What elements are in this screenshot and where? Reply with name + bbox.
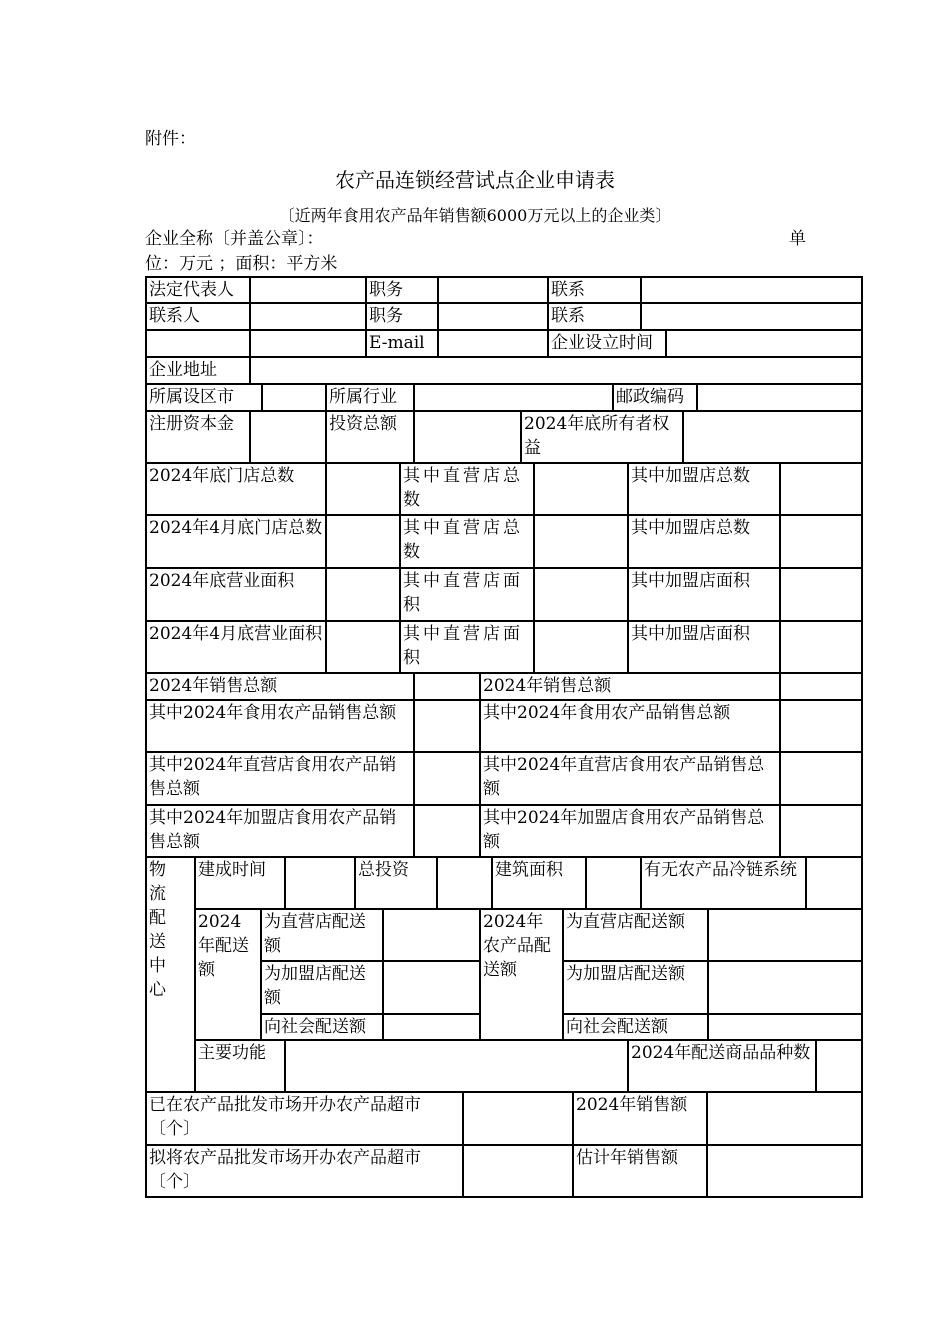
input-total-sales-2024-2[interactable]	[780, 673, 862, 700]
label-est-annual-sales: 估计年销售额	[573, 1145, 707, 1197]
attachment-label: 附件：	[145, 129, 196, 149]
input-direct-stores-1[interactable]	[534, 463, 628, 515]
label-total-sales-2024-1: 2024年销售总额	[146, 673, 414, 700]
input-contact-1[interactable]	[641, 277, 862, 303]
input-area-end-2024[interactable]	[326, 568, 400, 621]
input-established-time[interactable]	[666, 330, 862, 357]
input-position-2[interactable]	[438, 303, 548, 330]
label-email: E-mail	[366, 330, 438, 357]
input-building-area[interactable]	[586, 857, 641, 909]
label-main-functions: 主要功能	[195, 1040, 285, 1092]
input-position-1[interactable]	[438, 277, 548, 303]
label-franchise-food-sales-1: 其中2024年加盟店食用农产品销售总额	[146, 805, 414, 857]
label-industry: 所属行业	[326, 384, 414, 411]
input-franchise-stores-2[interactable]	[780, 515, 862, 568]
label-area-end-2024: 2024年底营业面积	[146, 568, 326, 621]
label-legal-rep: 法定代表人	[146, 277, 250, 303]
input-franchise-food-sales-1[interactable]	[414, 805, 480, 857]
label-logistics-center: 物流配送中心	[146, 857, 195, 1092]
blank-cell[interactable]	[146, 330, 250, 357]
input-contact-2[interactable]	[641, 303, 862, 330]
label-build-time: 建成时间	[195, 857, 285, 909]
label-contact-person: 联系人	[146, 303, 250, 330]
label-address: 企业地址	[146, 357, 250, 384]
label-contact-1: 联系	[548, 277, 641, 303]
input-to-direct-1[interactable]	[383, 909, 480, 961]
input-direct-area-1[interactable]	[534, 568, 628, 621]
page-title: 农产品连锁经营试点企业申请表	[335, 168, 615, 192]
input-legal-rep[interactable]	[250, 277, 366, 303]
label-established-time: 企业设立时间	[548, 330, 666, 357]
label-city: 所属设区市	[146, 384, 262, 411]
label-total-invest-short: 总投资	[355, 857, 437, 909]
input-to-franchise-2[interactable]	[708, 961, 862, 1014]
input-main-functions[interactable]	[285, 1040, 628, 1092]
label-franchise-stores-1: 其中加盟店总数	[628, 463, 780, 515]
input-food-sales-2024-1[interactable]	[414, 700, 480, 752]
label-franchise-stores-2: 其中加盟店总数	[628, 515, 780, 568]
label-direct-stores-1: 其中直营店总数	[400, 463, 534, 515]
input-total-invest-short[interactable]	[437, 857, 492, 909]
label-sales-2024: 2024年销售额	[573, 1092, 707, 1145]
label-to-society-2: 向社会配送额	[563, 1014, 708, 1040]
input-city[interactable]	[262, 384, 326, 411]
label-franchise-area-2: 其中加盟店面积	[628, 621, 780, 673]
input-franchise-area-1[interactable]	[780, 568, 862, 621]
label-franchise-food-sales-2: 其中2024年加盟店食用农产品销售总额	[480, 805, 780, 857]
input-to-society-1[interactable]	[383, 1014, 480, 1040]
input-total-sales-2024-1[interactable]	[414, 673, 480, 700]
input-cold-chain[interactable]	[806, 857, 862, 909]
input-address[interactable]	[250, 357, 862, 384]
input-est-annual-sales[interactable]	[707, 1145, 862, 1197]
label-franchise-area-1: 其中加盟店面积	[628, 568, 780, 621]
label-agri-delivery-2024: 2024年农产品配送额	[480, 909, 563, 1040]
label-cold-chain: 有无农产品冷链系统	[641, 857, 806, 909]
input-to-society-2[interactable]	[708, 1014, 862, 1040]
input-direct-food-sales-1[interactable]	[414, 752, 480, 805]
input-planned-supermarkets[interactable]	[463, 1145, 573, 1197]
input-food-sales-2024-2[interactable]	[780, 700, 862, 752]
input-to-franchise-1[interactable]	[383, 961, 480, 1014]
label-delivery-sku-2024: 2024年配送商品品种数	[628, 1040, 816, 1092]
company-name-label: 企业全称〔并盖公章〕：	[145, 229, 324, 249]
blank-cell[interactable]	[250, 330, 366, 357]
input-email[interactable]	[438, 330, 548, 357]
label-direct-area-1: 其中直营店面积	[400, 568, 534, 621]
label-total-sales-2024-2: 2024年销售总额	[480, 673, 780, 700]
label-direct-area-2: 其中直营店面积	[400, 621, 534, 673]
label-to-direct-1: 为直营店配送额	[261, 909, 383, 961]
label-stores-end-2024: 2024年底门店总数	[146, 463, 326, 515]
input-franchise-area-2[interactable]	[780, 621, 862, 673]
label-existing-supermarkets: 已在农产品批发市场开办农产品超市〔个〕	[146, 1092, 463, 1145]
input-contact-person[interactable]	[250, 303, 366, 330]
label-to-franchise-1: 为加盟店配送额	[261, 961, 383, 1014]
input-to-direct-2[interactable]	[708, 909, 862, 961]
label-stores-apr-2024: 2024年4月底门店总数	[146, 515, 326, 568]
label-direct-food-sales-2: 其中2024年直营店食用农产品销售总额	[480, 752, 780, 805]
label-planned-supermarkets: 拟将农产品批发市场开办农产品超市〔个〕	[146, 1145, 463, 1197]
input-sales-2024[interactable]	[707, 1092, 862, 1145]
label-food-sales-2024-1: 其中2024年食用农产品销售总额	[146, 700, 414, 752]
label-area-apr-2024: 2024年4月底营业面积	[146, 621, 326, 673]
label-registered-capital: 注册资本金	[146, 411, 250, 463]
input-franchise-stores-1[interactable]	[780, 463, 862, 515]
input-delivery-sku-2024[interactable]	[816, 1040, 862, 1092]
input-direct-food-sales-2[interactable]	[780, 752, 862, 805]
label-building-area: 建筑面积	[492, 857, 586, 909]
label-to-direct-2: 为直营店配送额	[563, 909, 708, 961]
label-direct-stores-2: 其中直营店总数	[400, 515, 534, 568]
label-to-franchise-2: 为加盟店配送额	[563, 961, 708, 1014]
page-subtitle: 〔近两年食用农产品年销售额6000万元以上的企业类〕	[278, 206, 672, 225]
label-contact-2: 联系	[548, 303, 641, 330]
input-area-apr-2024[interactable]	[326, 621, 400, 673]
input-direct-stores-2[interactable]	[534, 515, 628, 568]
input-owner-equity[interactable]	[683, 411, 862, 463]
label-total-investment: 投资总额	[326, 411, 414, 463]
input-registered-capital[interactable]	[250, 411, 326, 463]
input-build-time[interactable]	[285, 857, 355, 909]
label-direct-food-sales-1: 其中2024年直营店食用农产品销售总额	[146, 752, 414, 805]
input-franchise-food-sales-2[interactable]	[780, 805, 862, 857]
input-total-investment[interactable]	[414, 411, 521, 463]
label-to-society-1: 向社会配送额	[261, 1014, 383, 1040]
label-postal-code: 邮政编码	[613, 384, 697, 411]
input-postal-code[interactable]	[697, 384, 862, 411]
label-delivery-2024: 2024年配送额	[195, 909, 261, 1040]
input-direct-area-2[interactable]	[534, 621, 628, 673]
label-owner-equity: 2024年底所有者权益	[521, 411, 683, 463]
input-stores-end-2024[interactable]	[326, 463, 400, 515]
label-position-2: 职务	[366, 303, 438, 330]
input-industry[interactable]	[414, 384, 613, 411]
unit-label-part1: 单	[789, 229, 806, 249]
input-existing-supermarkets[interactable]	[463, 1092, 573, 1145]
unit-label-part2: 位：万元 ；面积：平方米	[145, 254, 338, 274]
input-stores-apr-2024[interactable]	[326, 515, 400, 568]
label-position-1: 职务	[366, 277, 438, 303]
label-food-sales-2024-2: 其中2024年食用农产品销售总额	[480, 700, 780, 752]
